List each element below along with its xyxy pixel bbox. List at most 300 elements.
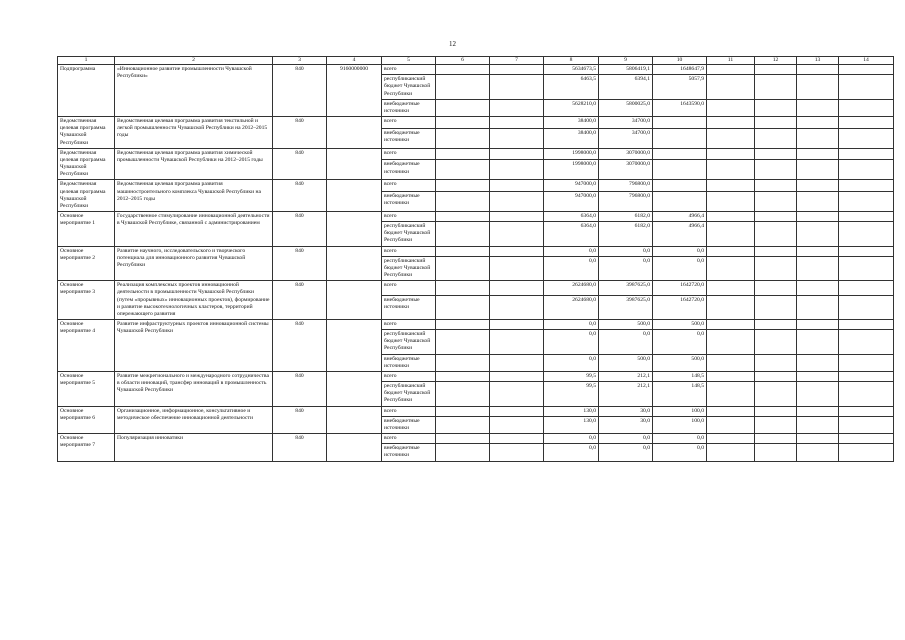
column-number-7: 7: [490, 57, 544, 65]
empty-cell: [436, 354, 490, 371]
value-cell: 99,5: [544, 382, 599, 406]
empty-cell: [797, 330, 839, 354]
empty-cell: [797, 180, 839, 192]
empty-cell: [797, 99, 839, 116]
code-cell: 840: [273, 148, 327, 180]
empty-cell: [755, 295, 797, 319]
empty-cell: [797, 406, 839, 416]
empty-cell: [490, 416, 544, 433]
empty-cell: [797, 371, 839, 381]
empty-cell: [707, 222, 755, 246]
value-cell: [653, 117, 707, 129]
empty-cell: [839, 211, 894, 221]
table-row: [58, 180, 894, 192]
value-cell: [653, 192, 707, 212]
source-cell: всего: [382, 281, 436, 295]
column-number-2: 2: [115, 57, 273, 65]
empty-cell: [490, 128, 544, 148]
empty-cell: [797, 160, 839, 180]
value-cell: 0,0: [653, 434, 707, 444]
empty-cell: [755, 444, 797, 461]
value-cell: 148,5: [653, 371, 707, 381]
value-cell: 5806419,1: [599, 65, 653, 75]
empty-cell: [797, 211, 839, 221]
empty-cell: [797, 148, 839, 160]
table-row: [58, 211, 894, 221]
csr-cell: [327, 211, 382, 246]
value-cell: 2624680,0: [544, 295, 599, 319]
value-cell: 500,0: [653, 320, 707, 330]
empty-cell: [490, 211, 544, 221]
empty-cell: [755, 75, 797, 99]
empty-cell: [839, 382, 894, 406]
page-number: 12: [449, 40, 456, 48]
csr-cell: 9160000000: [327, 65, 382, 117]
csr-cell: [327, 180, 382, 212]
empty-cell: [797, 128, 839, 148]
table-row: [58, 117, 894, 129]
column-number-9: 9: [599, 57, 653, 65]
code-cell: 840: [273, 211, 327, 246]
source-cell: всего: [382, 180, 436, 192]
empty-cell: [839, 148, 894, 160]
value-cell: 148,5: [653, 382, 707, 406]
empty-cell: [436, 222, 490, 246]
empty-cell: [839, 354, 894, 371]
status-cell: Основное мероприятие 6: [58, 406, 115, 433]
value-cell: 947000,0: [544, 192, 599, 212]
empty-cell: [490, 295, 544, 319]
empty-cell: [839, 180, 894, 192]
title-cell: Развитие инфраструктурных проектов инновационной системы Чувашской Республики: [115, 320, 273, 372]
column-number-row: [58, 57, 894, 65]
value-cell: 0,0: [599, 444, 653, 461]
empty-cell: [436, 180, 490, 192]
empty-cell: [436, 128, 490, 148]
empty-cell: [490, 434, 544, 444]
title-cell: Реализация комплексных проектов инновационной деятельности в промышленности Чувашской Республики (путем «прорывных» инновационных проектов), формирование и развитие высокотехнологичных кластеров, территорий опережающего развития: [115, 281, 273, 320]
value-cell: 0,0: [544, 444, 599, 461]
empty-cell: [436, 281, 490, 295]
empty-cell: [839, 128, 894, 148]
source-cell: всего: [382, 211, 436, 221]
code-cell: 840: [273, 117, 327, 149]
csr-cell: [327, 246, 382, 281]
empty-cell: [707, 211, 755, 221]
status-cell: Основное мероприятие 4: [58, 320, 115, 372]
value-cell: 0,0: [653, 330, 707, 354]
value-cell: [653, 128, 707, 148]
value-cell: 796800,0: [599, 192, 653, 212]
empty-cell: [755, 65, 797, 75]
title-cell: Ведомственная целевая программа развития текстильной и легкой промышленности Чувашской Республики на 2012–2015 годы: [115, 117, 273, 149]
status-cell: Подпрограмма: [58, 65, 115, 117]
empty-cell: [436, 406, 490, 416]
csr-cell: [327, 281, 382, 320]
value-cell: 99,5: [544, 371, 599, 381]
empty-cell: [839, 192, 894, 212]
value-cell: 100,0: [653, 416, 707, 433]
table-row: [58, 434, 894, 444]
source-cell: всего: [382, 434, 436, 444]
code-cell: 840: [273, 246, 327, 281]
value-cell: 4966,4: [653, 211, 707, 221]
empty-cell: [707, 320, 755, 330]
value-cell: [653, 148, 707, 160]
budget-table: [57, 56, 894, 462]
source-cell: всего: [382, 371, 436, 381]
value-cell: 30,0: [599, 406, 653, 416]
value-cell: 6364,0: [544, 222, 599, 246]
status-cell: Ведомственная целевая программа Чувашской Республики: [58, 117, 115, 149]
empty-cell: [490, 160, 544, 180]
empty-cell: [490, 320, 544, 330]
value-cell: 4966,4: [653, 222, 707, 246]
table-row: [58, 148, 894, 160]
value-cell: 0,0: [653, 444, 707, 461]
value-cell: 38400,0: [544, 117, 599, 129]
value-cell: 1998000,0: [544, 160, 599, 180]
title-cell: Государственное стимулирование инновационной деятельности в Чувашской Республике, связанной с администрированием: [115, 211, 273, 246]
source-cell: республиканский бюджет Чувашской Республики: [382, 222, 436, 246]
source-cell: внебюджетные источники: [382, 444, 436, 461]
source-cell: всего: [382, 148, 436, 160]
column-number-1: 1: [58, 57, 115, 65]
empty-cell: [839, 222, 894, 246]
empty-cell: [707, 192, 755, 212]
empty-cell: [436, 330, 490, 354]
code-cell: 840: [273, 320, 327, 372]
empty-cell: [755, 117, 797, 129]
empty-cell: [707, 434, 755, 444]
empty-cell: [436, 117, 490, 129]
empty-cell: [755, 148, 797, 160]
value-cell: 1998000,0: [544, 148, 599, 160]
source-cell: внебюджетные источники: [382, 99, 436, 116]
empty-cell: [707, 382, 755, 406]
empty-cell: [797, 382, 839, 406]
title-cell: Организационное, информационное, консультативное и методическое обеспечение инновационной деятельности: [115, 406, 273, 433]
value-cell: 130,0: [544, 406, 599, 416]
empty-cell: [797, 320, 839, 330]
empty-cell: [839, 320, 894, 330]
empty-cell: [436, 211, 490, 221]
empty-cell: [707, 117, 755, 129]
table-row: [58, 281, 894, 295]
code-cell: 840: [273, 281, 327, 320]
empty-cell: [707, 354, 755, 371]
empty-cell: [755, 180, 797, 192]
value-cell: 3987625,0: [599, 295, 653, 319]
empty-cell: [839, 256, 894, 280]
empty-cell: [797, 354, 839, 371]
empty-cell: [797, 75, 839, 99]
empty-cell: [839, 416, 894, 433]
code-cell: 840: [273, 406, 327, 433]
empty-cell: [436, 371, 490, 381]
title-cell: Развитие научного, исследовательского и творческого потенциала для инновационного развития Чувашской Республики: [115, 246, 273, 281]
empty-cell: [797, 256, 839, 280]
value-cell: 6463,5: [544, 75, 599, 99]
empty-cell: [839, 160, 894, 180]
empty-cell: [436, 75, 490, 99]
empty-cell: [755, 371, 797, 381]
source-cell: всего: [382, 320, 436, 330]
empty-cell: [490, 281, 544, 295]
value-cell: 5800025,0: [599, 99, 653, 116]
value-cell: 5057,9: [653, 75, 707, 99]
empty-cell: [755, 160, 797, 180]
empty-cell: [707, 281, 755, 295]
empty-cell: [436, 444, 490, 461]
csr-cell: [327, 320, 382, 372]
empty-cell: [839, 117, 894, 129]
source-cell: республиканский бюджет Чувашской Республики: [382, 330, 436, 354]
empty-cell: [755, 354, 797, 371]
empty-cell: [839, 75, 894, 99]
source-cell: республиканский бюджет Чувашской Республики: [382, 256, 436, 280]
empty-cell: [490, 148, 544, 160]
value-cell: 30,0: [599, 416, 653, 433]
empty-cell: [436, 192, 490, 212]
value-cell: 6182,0: [599, 222, 653, 246]
value-cell: 1642720,0: [653, 295, 707, 319]
empty-cell: [436, 434, 490, 444]
source-cell: внебюджетные источники: [382, 192, 436, 212]
value-cell: 796800,0: [599, 180, 653, 192]
csr-cell: [327, 371, 382, 406]
empty-cell: [490, 117, 544, 129]
value-cell: 0,0: [653, 246, 707, 256]
csr-cell: [327, 148, 382, 180]
csr-cell: [327, 434, 382, 461]
value-cell: [653, 180, 707, 192]
empty-cell: [490, 75, 544, 99]
value-cell: 0,0: [653, 256, 707, 280]
empty-cell: [707, 75, 755, 99]
empty-cell: [707, 256, 755, 280]
value-cell: 0,0: [599, 434, 653, 444]
value-cell: 0,0: [544, 256, 599, 280]
empty-cell: [490, 444, 544, 461]
column-number-4: 4: [327, 57, 382, 65]
empty-cell: [707, 148, 755, 160]
title-cell: Развитие межрегионального и международного сотрудничества в области инноваций, трансфер инноваций в промышленность Чувашской Республики: [115, 371, 273, 406]
value-cell: 500,0: [599, 320, 653, 330]
value-cell: [653, 160, 707, 180]
column-number-12: 12: [755, 57, 797, 65]
empty-cell: [755, 211, 797, 221]
empty-cell: [490, 354, 544, 371]
empty-cell: [839, 99, 894, 116]
value-cell: 0,0: [544, 320, 599, 330]
column-number-14: 14: [839, 57, 894, 65]
value-cell: 2624680,0: [544, 281, 599, 295]
empty-cell: [436, 160, 490, 180]
value-cell: 34700,0: [599, 128, 653, 148]
value-cell: 1643590,0: [653, 99, 707, 116]
empty-cell: [755, 256, 797, 280]
table-row: [58, 320, 894, 330]
empty-cell: [797, 444, 839, 461]
column-number-11: 11: [707, 57, 755, 65]
empty-cell: [707, 416, 755, 433]
empty-cell: [490, 222, 544, 246]
title-cell: Популяризация инноватики: [115, 434, 273, 461]
value-cell: 34700,0: [599, 117, 653, 129]
status-cell: Ведомственная целевая программа Чувашской Республики: [58, 148, 115, 180]
source-cell: внебюджетные источники: [382, 128, 436, 148]
title-cell: Ведомственная целевая программа развития химической промышленности Чувашской Республики на 2012–2015 годы: [115, 148, 273, 180]
value-cell: 6364,0: [544, 211, 599, 221]
source-cell: внебюджетные источники: [382, 295, 436, 319]
empty-cell: [490, 330, 544, 354]
column-number-13: 13: [797, 57, 839, 65]
source-cell: внебюджетные источники: [382, 354, 436, 371]
empty-cell: [436, 256, 490, 280]
source-cell: республиканский бюджет Чувашской Республики: [382, 382, 436, 406]
column-number-8: 8: [544, 57, 599, 65]
code-cell: 840: [273, 180, 327, 212]
csr-cell: [327, 406, 382, 433]
code-cell: 840: [273, 434, 327, 461]
value-cell: 500,0: [653, 354, 707, 371]
source-cell: внебюджетные источники: [382, 416, 436, 433]
value-cell: 212,1: [599, 371, 653, 381]
column-number-6: 6: [436, 57, 490, 65]
empty-cell: [839, 281, 894, 295]
value-cell: 500,0: [599, 354, 653, 371]
status-cell: Основное мероприятие 1: [58, 211, 115, 246]
value-cell: 38400,0: [544, 128, 599, 148]
empty-cell: [797, 192, 839, 212]
value-cell: 0,0: [599, 330, 653, 354]
empty-cell: [797, 246, 839, 256]
empty-cell: [797, 295, 839, 319]
empty-cell: [490, 99, 544, 116]
empty-cell: [436, 416, 490, 433]
empty-cell: [707, 128, 755, 148]
source-cell: всего: [382, 246, 436, 256]
empty-cell: [755, 128, 797, 148]
empty-cell: [707, 444, 755, 461]
value-cell: 6182,0: [599, 211, 653, 221]
empty-cell: [797, 416, 839, 433]
empty-cell: [707, 180, 755, 192]
empty-cell: [839, 65, 894, 75]
source-cell: внебюджетные источники: [382, 160, 436, 180]
empty-cell: [755, 320, 797, 330]
value-cell: 3987625,0: [599, 281, 653, 295]
title-cell: «Инновационное развитие промышленности Чувашской Республики»: [115, 65, 273, 117]
empty-cell: [490, 256, 544, 280]
table-row: [58, 65, 894, 75]
empty-cell: [797, 65, 839, 75]
column-number-3: 3: [273, 57, 327, 65]
empty-cell: [755, 416, 797, 433]
value-cell: 0,0: [599, 246, 653, 256]
empty-cell: [490, 246, 544, 256]
value-cell: 212,1: [599, 382, 653, 406]
table-row: [58, 406, 894, 416]
status-cell: Основное мероприятие 3: [58, 281, 115, 320]
code-cell: 840: [273, 371, 327, 406]
empty-cell: [755, 192, 797, 212]
value-cell: 1648647,9: [653, 65, 707, 75]
value-cell: 0,0: [599, 256, 653, 280]
empty-cell: [436, 246, 490, 256]
empty-cell: [839, 434, 894, 444]
empty-cell: [839, 444, 894, 461]
empty-cell: [436, 148, 490, 160]
empty-cell: [755, 330, 797, 354]
value-cell: 0,0: [544, 330, 599, 354]
empty-cell: [755, 382, 797, 406]
empty-cell: [797, 281, 839, 295]
status-cell: Основное мероприятие 2: [58, 246, 115, 281]
empty-cell: [755, 281, 797, 295]
empty-cell: [839, 295, 894, 319]
empty-cell: [797, 434, 839, 444]
table-row: [58, 371, 894, 381]
status-cell: Ведомственная целевая программа Чувашской Республики: [58, 180, 115, 212]
status-cell: Основное мероприятие 7: [58, 434, 115, 461]
empty-cell: [755, 222, 797, 246]
empty-cell: [707, 295, 755, 319]
column-number-5: 5: [382, 57, 436, 65]
value-cell: 6394,1: [599, 75, 653, 99]
csr-cell: [327, 117, 382, 149]
empty-cell: [707, 406, 755, 416]
value-cell: 3070000,0: [599, 148, 653, 160]
empty-cell: [839, 406, 894, 416]
empty-cell: [707, 330, 755, 354]
empty-cell: [707, 99, 755, 116]
empty-cell: [436, 99, 490, 116]
empty-cell: [707, 65, 755, 75]
code-cell: 840: [273, 65, 327, 117]
title-cell: Ведомственная целевая программа развития машиностроительного комплекса Чувашской Республики на 2012–2015 годы: [115, 180, 273, 212]
empty-cell: [490, 65, 544, 75]
column-number-10: 10: [653, 57, 707, 65]
empty-cell: [436, 295, 490, 319]
table-row: [58, 246, 894, 256]
empty-cell: [755, 99, 797, 116]
empty-cell: [436, 320, 490, 330]
status-cell: Основное мероприятие 5: [58, 371, 115, 406]
empty-cell: [436, 382, 490, 406]
value-cell: 3070000,0: [599, 160, 653, 180]
value-cell: 130,0: [544, 416, 599, 433]
empty-cell: [707, 371, 755, 381]
empty-cell: [490, 192, 544, 212]
empty-cell: [839, 371, 894, 381]
value-cell: 5628210,0: [544, 99, 599, 116]
empty-cell: [797, 222, 839, 246]
source-cell: республиканский бюджет Чувашской Республики: [382, 75, 436, 99]
empty-cell: [797, 117, 839, 129]
empty-cell: [755, 246, 797, 256]
empty-cell: [490, 406, 544, 416]
value-cell: 0,0: [544, 354, 599, 371]
value-cell: 947000,0: [544, 180, 599, 192]
value-cell: 0,0: [544, 434, 599, 444]
value-cell: 0,0: [544, 246, 599, 256]
empty-cell: [490, 382, 544, 406]
empty-cell: [839, 330, 894, 354]
empty-cell: [707, 246, 755, 256]
empty-cell: [436, 65, 490, 75]
